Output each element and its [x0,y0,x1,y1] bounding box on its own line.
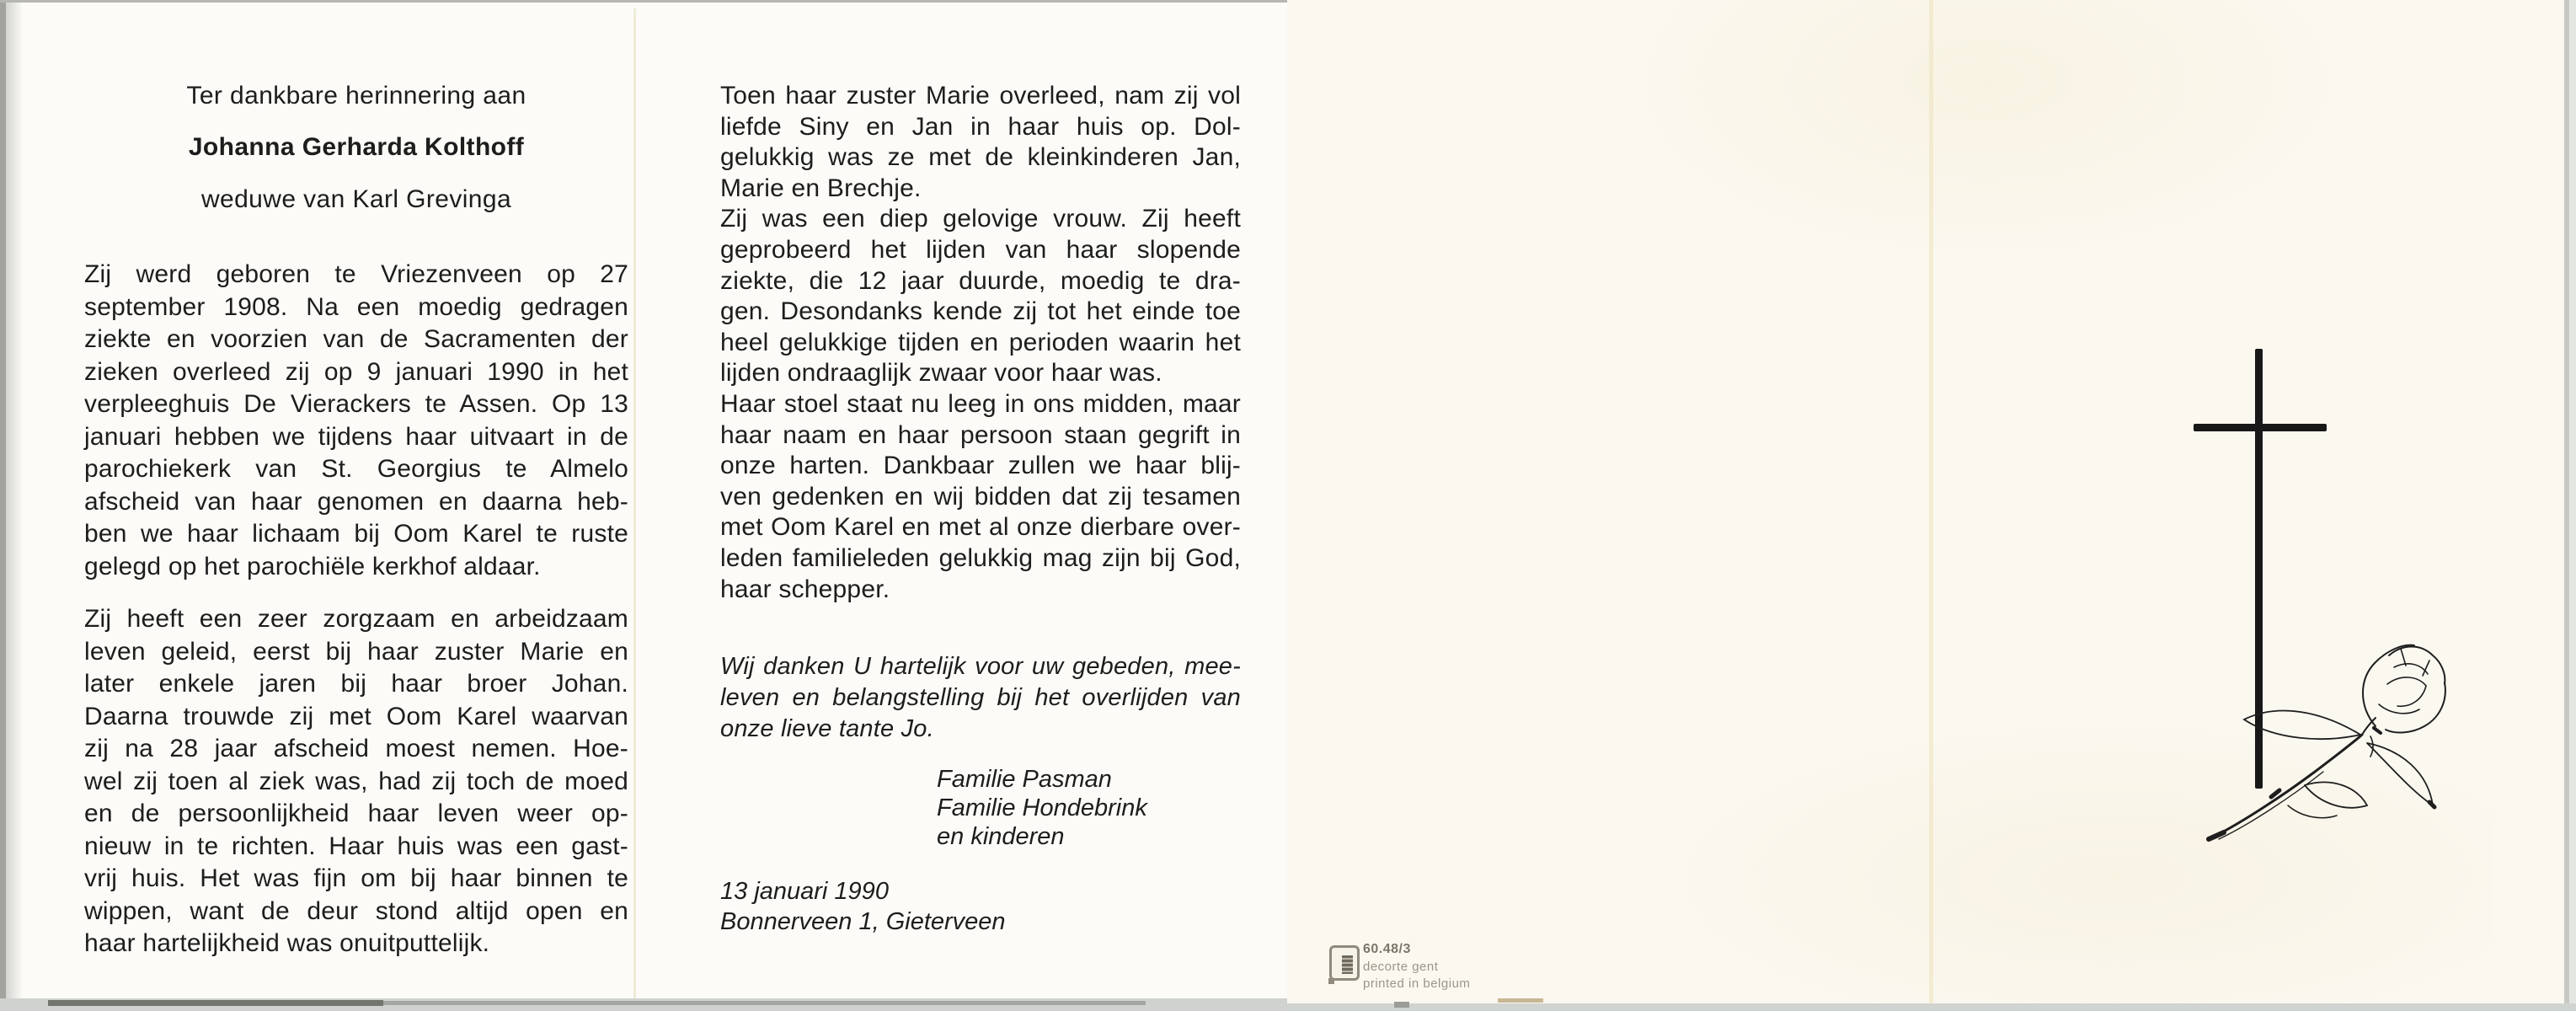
signature-family-1: Familie Pasman [937,766,1112,793]
printer-origin: printed in belgium [1363,976,1471,991]
printer-mark [1329,942,1582,996]
text-line: Marie en Brechje. [720,174,922,202]
rose-illustration [2180,632,2466,851]
text-line: Toen haar zuster Marie overleed, nam zij vol [720,82,1241,110]
text-line: september 1908. Na een moedig gedragen [84,292,628,321]
inside-fold-crease [633,8,636,1003]
memoir-group-2 [720,204,1241,389]
funeral-date: 13 januari 1990 [720,878,889,905]
text-line: Zij was een diep gelovige vrouw. Zij heeft [720,205,1241,233]
deceased-name: Johanna Gerharda Kolthoff [188,133,525,161]
text-line: nieuw in te richten. Haar huis was een gast- [84,832,628,860]
text-line: ven gedenken en wij bidden dat zij tesamen [720,482,1241,511]
text-line: leven geleid, eerst bij haar zuster Marie en [84,637,628,666]
printer-logo-stripes [1342,955,1353,974]
outside-spread-scan [1287,0,2576,1011]
text-line: leven en belangstelling bij het overlijden van [720,684,1241,711]
text-line: wippen, want de deur stond altijd open en [84,896,628,925]
paper-tint [1607,0,2365,270]
text-line: wel zij toen al ziek was, had zij toch de moed [84,767,628,795]
text-line: Daarna trouwde zij met Oom Karel waarvan [84,702,628,730]
memoir-paragraph-block [720,81,1241,605]
text-line: geprobeerd het lijden van haar slopende [720,235,1241,264]
text-line: Zij werd geboren te Vriezenveen op 27 [84,260,628,288]
scan-right-edge-fade [2569,0,2576,1011]
text-line: gelukkig was ze met de kleinkinderen Jan, [720,143,1241,172]
scan-left-edge-shadow [0,0,6,1011]
cross-icon-bar [2194,424,2327,431]
text-line: gen. Desondanks kende zij tot het einde toe [720,297,1241,326]
text-line: en de persoonlijkheid haar leven weer op- [84,800,628,827]
text-line: onze lieve tante Jo. [720,715,934,742]
text-line: verpleeghuis De Vierackers te Assen. Op 13 [84,390,628,418]
scan-bottom-strip [1287,1003,2576,1011]
memoir-group-1 [720,81,1241,204]
scan-artifact-dash [1498,998,1543,1003]
text-line: heel gelukkige tijden en perioden waarin het [720,328,1241,356]
biography-paragraph-2 [84,603,628,960]
scan-left-edge-fade [6,0,23,1011]
scan-bottom-shadow-mid [383,1001,1146,1005]
text-line: gelegd op het parochiële kerkhof aldaar. [84,552,541,580]
text-line: Zij heeft een zeer zorgzaam en arbeidzaam [84,605,628,633]
date-address-block [720,876,1006,937]
scan-top-edge [0,0,1287,3]
biography-paragraph-1 [84,259,628,583]
outside-fold-crease [1929,0,1933,1011]
text-line: ziekte en voorzien van de Sacramenten der [84,325,628,353]
printer-name: decorte gent [1363,960,1439,974]
text-line: ziekte, die 12 jaar duurde, moedig te dra- [720,266,1241,295]
inside-spread-scan [0,0,1287,1011]
text-line: haar naam en haar persoon staan gegrift in [720,420,1241,449]
widow-line: weduwe van Karl Grevinga [200,185,512,213]
address-line: Bonnerveen 1, Gieterveen [720,908,1006,935]
text-line: lijden ondraaglijk zwaar voor haar was. [720,359,1162,388]
printer-code: 60.48/3 [1363,942,1411,956]
text-line: ben we haar lichaam bij Oom Karel te ruste [84,520,628,548]
signature-family-2: Familie Hondebrink [937,794,1147,821]
text-line: Wij danken U hartelijk voor uw gebeden, mee- [720,653,1241,680]
text-line: afscheid van haar genomen en daarna heb- [84,487,628,516]
printer-logo-dot [1328,978,1334,984]
signature-block [937,765,1147,851]
scan-bottom-shadow-dark [48,1000,383,1006]
scan-artifact-dash [1394,1002,1409,1008]
text-line: haar schepper. [720,575,890,603]
text-line: leden familieleden gelukkig mag zijn bij God, [720,543,1241,572]
text-line: vrij huis. Het was fijn om bij haar binnen te [84,864,628,892]
text-line: onze harten. Dankbaar zullen we haar blij- [720,452,1241,480]
thanks-paragraph [720,651,1241,745]
text-line: zieken overleed zij op 9 januari 1990 in het [84,357,628,386]
memorial-heading: Ter dankbare herinnering aan [186,82,526,110]
memoir-group-3 [720,389,1241,605]
printer-logo-icon [1329,945,1360,981]
text-line: parochiekerk van St. Georgius te Almelo [84,455,628,483]
text-line: Haar stoel staat nu leeg in ons midden, maar [720,389,1241,418]
text-line: met Oom Karel en met al onze dierbare over- [720,513,1241,542]
text-line: zij na 28 jaar afscheid moest nemen. Hoe- [84,735,628,762]
text-line: later enkele jaren bij haar broer Johan. [84,670,628,698]
text-line: haar hartelijkheid was onuitputtelijk. [84,929,490,957]
text-line: januari hebben we tijdens haar uitvaart in de [84,422,628,451]
signature-children: en kinderen [937,823,1065,850]
text-line: liefde Siny en Jan in haar huis op. Dol- [720,112,1241,141]
